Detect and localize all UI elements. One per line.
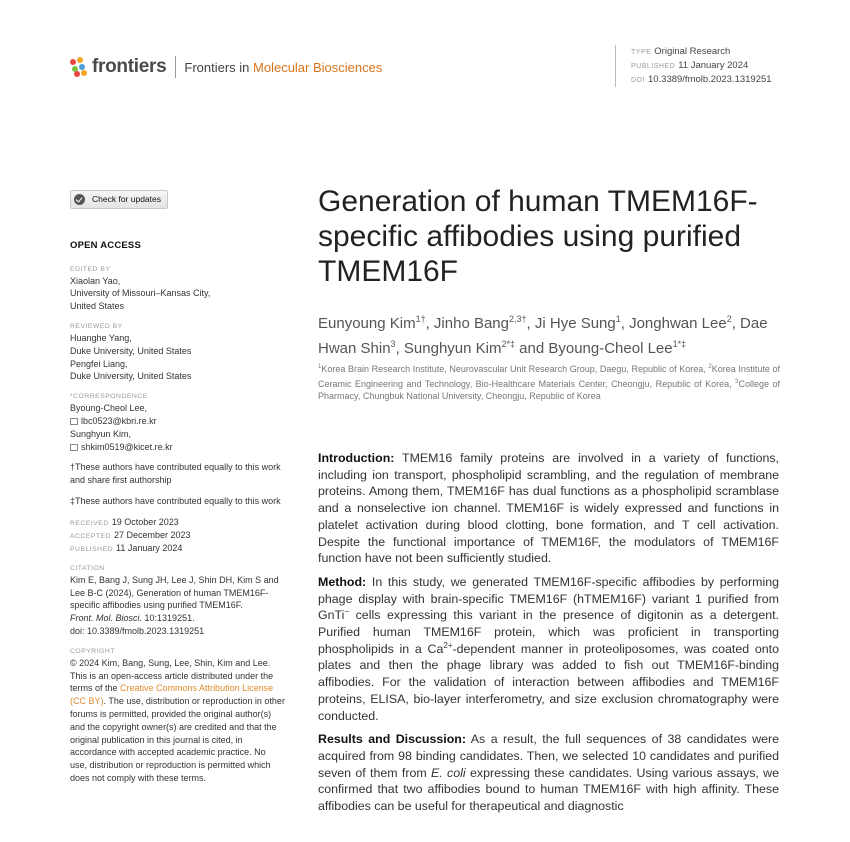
check-icon <box>74 194 85 205</box>
author-affiliation-mark: 1† <box>415 314 426 324</box>
author-name[interactable]: Jinho Bang <box>433 315 509 332</box>
article-meta: TYPE Original Research PUBLISHED 11 January 2024 DOI 10.3389/fmolb.2023.1319251 <box>615 45 772 87</box>
brand-wordmark: frontiers <box>92 56 167 77</box>
author-affiliation-mark: 2,3† <box>508 314 527 324</box>
affiliation: College of Pharmacy, Chungbuk National University, Cheongju, Republic of Korea <box>318 378 780 401</box>
email-link[interactable]: shkim0519@kicet.re.kr <box>81 441 173 452</box>
open-access-label: OPEN ACCESS <box>70 239 142 251</box>
affiliation-mark: 2 <box>708 364 712 370</box>
abstract <box>318 450 779 822</box>
citation: CITATION Kim E, Bang J, Sung JH, Lee J, Shin DH, Kim S and Lee B-C (2024), Generation of human TMEM16F-specific affibodies using purified TMEM16F. Front. Mol. Biosci. 10:1319251. doi: 10.3389/fmolb.2023.1319251 <box>70 563 285 638</box>
affiliation-mark: 3 <box>735 378 739 385</box>
author-affiliation-mark: 1 <box>615 314 621 324</box>
reviewed-by: REVIEWED BY Huanghe Yang, Duke University, United States Pengfei Liang, Duke University, United States <box>70 322 192 382</box>
abstract-results: Results and Discussion: As a result, the full sequences of 38 candidates were acquired from 98 binding candidates. Then, we selected 10 candidates and purified seven of them from E. coli expressing these candidates. Using various assays, we confirmed that two affibodies bound to human TMEM16F with high affinity. These affibodies can be useful for therapeutical and diagnostic <box>318 732 779 814</box>
author-name[interactable]: Byoung-Cheol Lee <box>548 340 673 357</box>
affiliation-mark: 1 <box>318 364 322 370</box>
author-affiliation-mark: 2 <box>726 314 732 324</box>
footnote: †These authors have contributed equally to this work and share first authorship <box>70 462 281 486</box>
email-link[interactable]: lbc0523@kbri.re.kr <box>81 415 157 426</box>
author-list: Eunyoung Kim$^{1\dagger}$, Jinho Bang$^{2,3\dagger}$, Ji Hye Sung$^1$, Jonghwan Lee$^2$, Dae Hwan Shin$^3$, Sunghyun Kim$^{2*\ddagger}$ and Byoung-Cheol Lee$^{1*\ddagger}$ <box>318 314 768 357</box>
author-affiliation-mark: 2*‡ <box>501 339 515 349</box>
edited-by: EDITED BY Xiaolan Yao, University of Missouri–Kansas City, United States <box>70 265 211 312</box>
dates: RECEIVED 19 October 2023 ACCEPTED 27 December 2023 PUBLISHED 11 January 2024 <box>70 516 191 553</box>
author-name[interactable]: Dae Hwan Shin <box>318 315 768 357</box>
sidebar <box>70 190 285 793</box>
affiliations <box>318 361 780 403</box>
logo-dot <box>74 71 80 77</box>
journal-name[interactable]: Frontiers in Molecular Biosciences <box>184 59 383 75</box>
abstract-method: Method: In this study, we generated TMEM16F-specific affibodies by performing phage display with brain-specific TMEM16F (hTMEM16F) variant 1 purified from GnTi− cells expressing this variant in the presence of digitonin as a detergent. Purified human TMEM16F protein, which was proficient in transporting phospholipids in a $Ca^{2+}$-dependent manner in proteoliposomes, was coated onto plates and then the phage library was added to fish out TMEM16F-binding affibodies. For the validation of interaction between affibodies and TMEM16F proteins, ELISA, bio-layer interferometry, and size exclusion chromatography were conducted. <box>318 574 779 723</box>
author-affiliation-mark: 3 <box>390 339 396 349</box>
affiliation: Korea Institute of Ceramic Engineering and Technology, Bio-Healthcare Materials Center, Cheongju, Republic of Korea, <box>318 364 780 389</box>
author-name[interactable]: Ji Hye Sung <box>534 315 616 332</box>
check-for-updates-button[interactable]: Check for updates <box>70 190 168 209</box>
author-affiliation-mark: 1*‡ <box>672 339 687 349</box>
logo-dot <box>81 70 87 76</box>
author-name[interactable]: Jonghwan Lee <box>629 315 727 332</box>
divider <box>175 56 176 78</box>
logo-dot <box>77 57 83 63</box>
license-link[interactable]: Creative Commons Attribution License (CC BY) <box>70 683 274 707</box>
affiliation: Korea Brain Research Institute, Neurovascular Unit Research Group, Daegu, Republic of Korea, <box>321 364 709 374</box>
footnote: ‡These authors have contributed equally to this work <box>70 495 281 506</box>
author-name[interactable]: Eunyoung Kim <box>318 315 416 332</box>
copyright: COPYRIGHT © 2024 Kim, Bang, Sung, Lee, Shin, Kim and Lee. This is an open-access article distributed under the terms of the Creative Commons Attribution License (CC BY). The use, distribution or reproduction in other forums is permitted, provided the original author(s) and the copyright owner(s) are credited and that the original publication in this journal is cited, in accordance with accepted academic practice. No use, distribution or reproduction is permitted which does not comply with these terms. <box>70 647 285 783</box>
article-type: Original Research <box>654 46 731 57</box>
mail-icon <box>70 418 78 425</box>
abstract-introduction: Introduction: TMEM16 family proteins are involved in a variety of functions, including ion transport, phospholipid scrambling, and the regulation of membrane proteins. Among them, TMEM16F has dual functions as a phospholipid scramblase and a nonselective ion channel. TMEM16F is widely expressed and functions in platelet activation during blood clotting, bone formation, and T cell activation. Despite the functional importance of TMEM16F, the modulators of TMEM16F function have not been sufficiently studied. <box>318 451 780 566</box>
frontiers-logo-icon <box>70 57 88 77</box>
frontiers-logo[interactable] <box>70 56 382 78</box>
publish-date: 11 January 2024 <box>678 60 749 71</box>
citation-doi[interactable]: doi: 10.3389/fmolb.2023.1319251 <box>70 625 205 636</box>
doi-link[interactable]: 10.3389/fmolb.2023.1319251 <box>647 74 772 85</box>
author-name[interactable]: Sunghyun Kim <box>403 340 502 357</box>
logo-dot <box>70 59 76 65</box>
article-title: Generation of human TMEM16F-specific affibodies using purified TMEM16F <box>318 185 758 288</box>
correspondence: *CORRESPONDENCE Byoung-Cheol Lee, lbc0523@kbri.re.kr Sunghyun Kim, shkim0519@kicet.re.kr <box>70 393 173 452</box>
mail-icon <box>70 444 78 451</box>
